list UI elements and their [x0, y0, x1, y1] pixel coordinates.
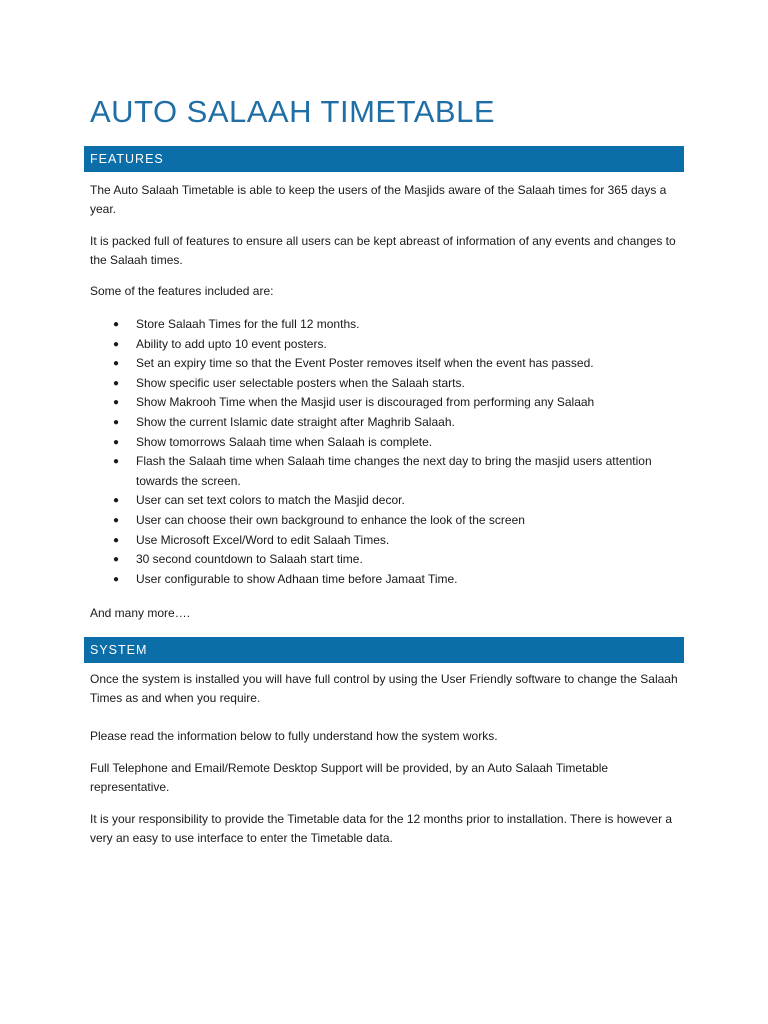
list-item: ● Show Makrooh Time when the Masjid user is discouraged from performing any Salaah [108, 393, 668, 413]
list-item: ● 30 second countdown to Salaah start time. [108, 550, 668, 570]
system-para-4: It is your responsibility to provide the Timetable data for the 12 months prior to installation. There is however a very an easy to use interface to enter the Timetable data. [90, 812, 673, 845]
features-intro-1: The Auto Salaah Timetable is able to keep the users of the Masjids aware of the Salaah times for 365 days a year. [90, 183, 667, 216]
system-para-1: Once the system is installed you will have full control by using the User Friendly software to change the Salaah Times as and when you require. [90, 672, 678, 705]
system-para-3: Full Telephone and Email/Remote Desktop Support will be provided, by an Auto Salaah Timetable representative. [90, 761, 609, 794]
system-para-2: Please read the information below to fully understand how the system works. [90, 729, 498, 743]
list-item: ● User configurable to show Adhaan time before Jamaat Time. [108, 570, 668, 590]
features-intro-2: It is packed full of features to ensure all users can be kept abreast of information of any events and changes to the Salaah times. [90, 234, 676, 267]
features-heading: FEATURES [84, 146, 684, 172]
bullet-icon: ● [113, 534, 120, 546]
list-item: ● Flash the Salaah time when Salaah time changes the next day to bring the masjid users attention towards the screen. [113, 454, 652, 488]
list-item: ● Ability to add upto 10 event posters. [108, 335, 668, 355]
bullet-icon: ● [113, 319, 120, 330]
system-heading: SYSTEM [84, 637, 684, 663]
list-item: ● Show the current Islamic date straight after Maghrib Salaah. [108, 413, 668, 433]
list-item: ● Use Microsoft Excel/Word to edit Salaah Times. [108, 531, 668, 551]
bullet-icon: ● [113, 456, 120, 468]
list-item: ● Show tomorrows Salaah time when Salaah is complete. [108, 433, 668, 453]
bullet-icon: ● [113, 514, 120, 526]
list-item: ● Store Salaah Times for the full 12 months. [108, 315, 668, 335]
bullet-icon: ● [113, 416, 120, 428]
list-item: ● User can choose their own background to enhance the look of the screen [108, 511, 668, 531]
bullet-icon: ● [113, 573, 120, 585]
list-item: ● Set an expiry time so that the Event Poster removes itself when the event has passed. [108, 354, 668, 374]
bullet-icon: ● [113, 495, 120, 507]
bullet-icon: ● [113, 358, 120, 370]
page-title: AUTO SALAAH TIMETABLE [90, 94, 496, 129]
list-item: ● User can set text colors to match the Masjid decor. [108, 491, 668, 511]
feature-list [108, 315, 668, 589]
bullet-icon: ● [113, 554, 120, 566]
list-item: ● Show specific user selectable posters when the Salaah starts. [108, 374, 668, 394]
bullet-icon: ● [113, 436, 120, 448]
bullet-icon: ● [113, 338, 120, 350]
bullet-icon: ● [113, 397, 120, 409]
features-intro-3: Some of the features included are: [90, 284, 274, 298]
features-outro: And many more…. [90, 606, 191, 620]
bullet-icon: ● [113, 377, 120, 389]
